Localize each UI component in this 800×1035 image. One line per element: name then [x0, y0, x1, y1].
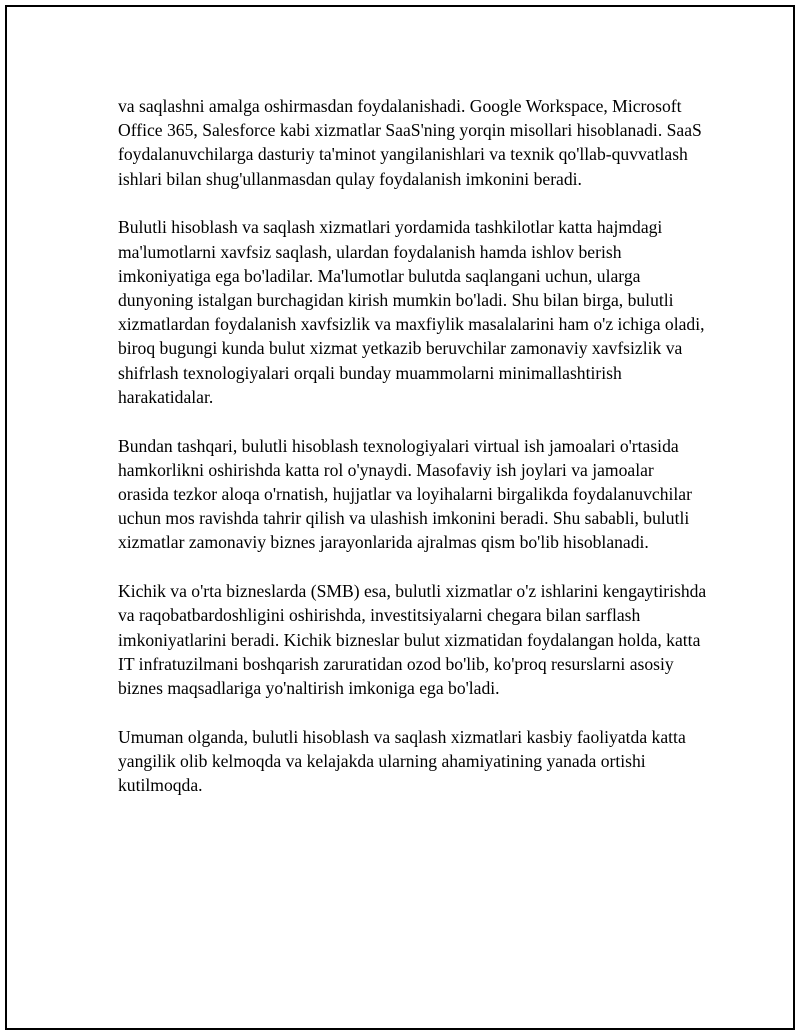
paragraph-5: Umuman olganda, bulutli hisoblash va saqlash xizmatlari kasbiy faoliyatda katta yangilik olib kelmoqda va kelajakda ularning ahamiyatining yanada ortishi kutilmoqda. [118, 726, 686, 796]
paragraph-2: Bulutli hisoblash va saqlash xizmatlari yordamida tashkilotlar katta hajmdagi ma'lumotlarni xavfsiz saqlash, ulardan foydalanish hamda ishlov berish imkoniyatiga ega bo'ladilar. Ma'lumotlar bulutda saqlangani uchun, ularga dunyoning istalgan burchagidan kirish mumkin bo'ladi. Shu bilan birga, bulutli xizmatlardan foydalanish xavfsizlik va maxfiylik masalalarini ham o'z ichiga oladi, biroq bugungi kunda bulut xizmat yetkazib beruvchilar zamonaviy xavfsizlik va shifrlash texnologiyalari orqali bunday muammolarni minimallashtirish harakatidalar. [118, 217, 705, 407]
paragraph-3: Bundan tashqari, bulutli hisoblash texnologiyalari virtual ish jamoalari o'rtasida hamkorlikni oshirishda katta rol o'ynaydi. Masofaviy ish joylari va jamoalar orasida tezkor aloqa o'rnatish, hujjatlar va loyihalarni birgalikda foydalanuvchilar uchun mos ravishda tahrir qilish va ulashish imkonini beradi. Shu sababli, bulutli xizmatlar zamonaviy biznes jarayonlarida ajralmas qism bo'lib hisoblanadi. [118, 435, 692, 553]
paragraph-4: Kichik va o'rta bizneslarda (SMB) esa, bulutli xizmatlar o'z ishlarini kengaytirishda va raqobatbardoshligini oshirishda, investitsiyalarni chegara bilan sarflash imkoniyatlarini beradi. Kichik bizneslar bulut xizmatidan foydalangan holda, katta IT infratuzilmani boshqarish zaruratidan ozod bo'lib, ko'proq resurslarni asosiy biznes maqsadlariga yo'naltirish imkoniga ega bo'ladi. [118, 581, 707, 699]
document-body [118, 94, 708, 822]
paragraph-1: va saqlashni amalga oshirmasdan foydalanishadi. Google Workspace, Microsoft Office 365, Salesforce kabi xizmatlar SaaS'ning yorqin misollari hisoblanadi. SaaS foydalanuvchilarga dasturiy ta'minot yangilanishlari va texnik qo'llab-quvvatlash ishlari bilan shug'ullanmasdan qulay foydalanish imkonini beradi. [118, 96, 702, 189]
